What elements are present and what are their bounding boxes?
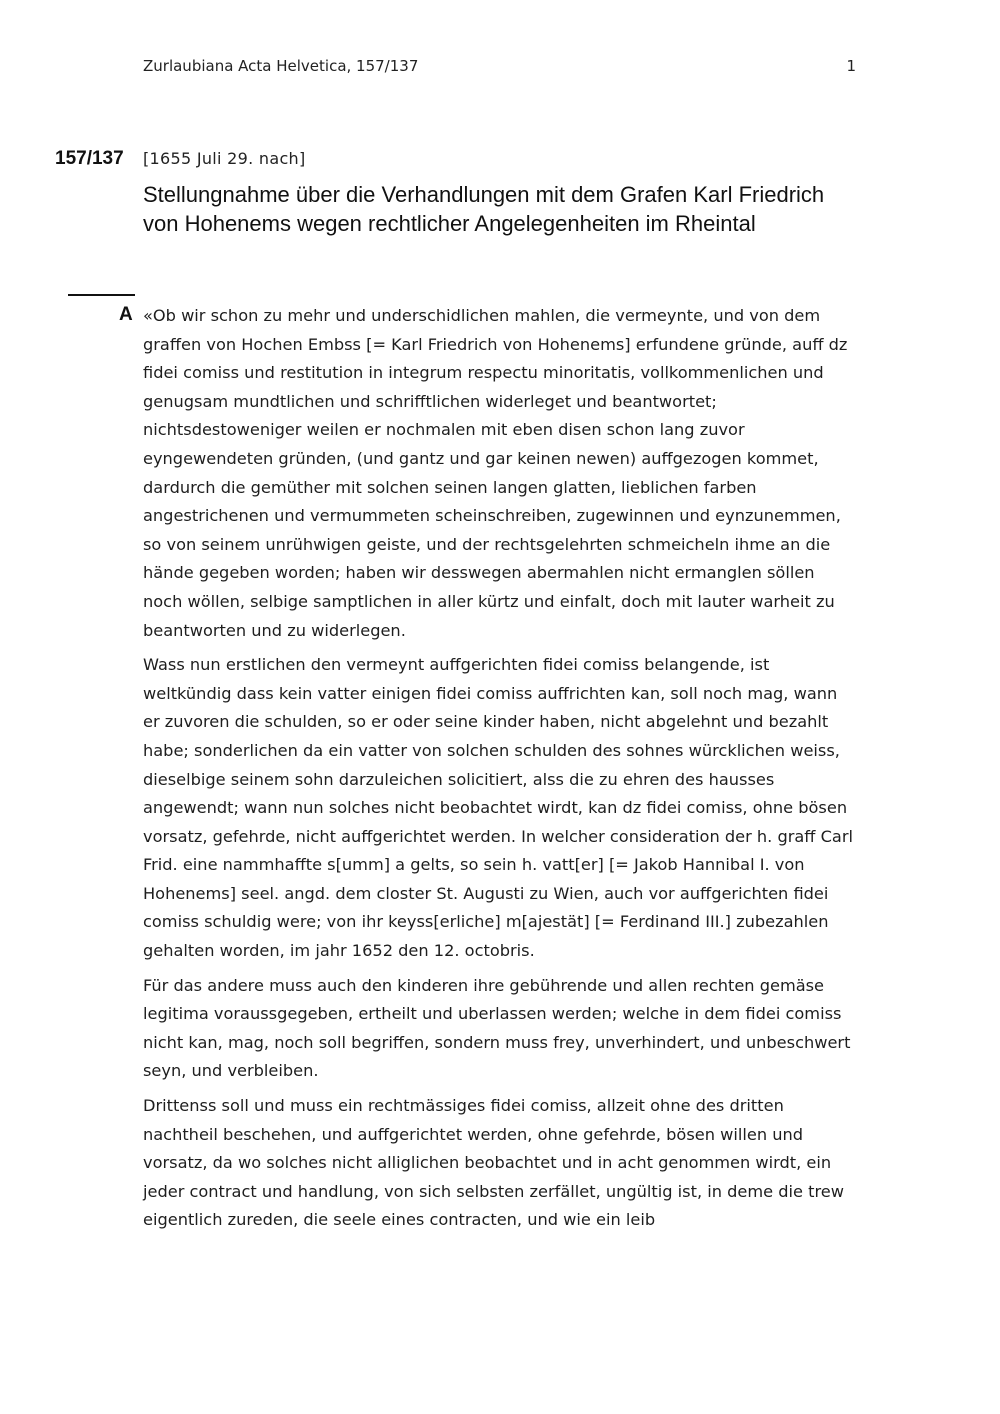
body-paragraph-4: Drittenss soll und muss ein rechtmässiges fidei comiss, allzeit ohne des dritten nachtheil beschehen, und auffgerichtet werden, ohne gefehrde, bösen willen und vorsatz, da wo solches nicht alliglichen beobachtet und in acht genommen wirdt, ein jeder contract und handlung, von sich selbsten zerfället, ungültig ist, in deme die trew eigentlich zureden, die seele eines contracten, und wie ein leib [143, 1096, 844, 1230]
section-divider [68, 294, 135, 296]
document-body [143, 302, 855, 1241]
running-title: Zurlaubiana Acta Helvetica, 157/137 [143, 57, 419, 75]
entry-date: [1655 Juli 29. nach] [143, 149, 306, 168]
entry-title: Stellungnahme über die Verhandlungen mit dem Grafen Karl Friedrich von Hohenems wegen rechtlicher Angelegenheiten im Rheintal [143, 182, 825, 236]
body-paragraph-3: Für das andere muss auch den kinderen ihre gebührende und allen rechten gemäse legitima voraussgegeben, ertheilt und uberlassen werden; welche in dem fidei comiss nicht kan, mag, noch soll begriffen, sondern muss frey, unverhindert, und unbeschwert seyn, und verbleiben. [143, 975, 851, 1081]
running-header [143, 57, 856, 81]
section-label: A [119, 304, 133, 325]
body-paragraph-2: Wass nun erstlichen den vermeynt auffgerichten fidei comiss belangende, ist weltkündig dass kein vatter einigen fidei comiss auffrichten kan, soll noch mag, wann er zuvoren die schulden, so er oder seine kinder haben, nicht abgelehnt und bezahlt habe; sonderlichen da ein vatter von solchen schulden des sohnes würcklichen weiss, dieselbige seinem sohn darzuleichen solicitiert, alss die zu ehren des hausses angewendt; wann nun solches nicht beobachtet wirdt, kan dz fidei comiss, ohne bösen vorsatz, gefehrde, nicht auffgerichtet werden. In welcher consideration der h. graff Carl Frid. eine nammhaffte s[umm] a gelts, so sein h. vatt[er] [= Jakob Hannibal I. von Hohenems] seel. angd. dem closter St. Augusti zu Wien, auch vor auffgerichten fidei comiss schuldig were; von ihr keyss[erliche] m[ajestät] [= Ferdinand III.] zubezahlen gehalten worden, im jahr 1652 den 12. octobris. [143, 655, 853, 961]
body-paragraph-1: «Ob wir schon zu mehr und underschidlichen mahlen, die vermeynte, und von dem graffen von Hochen Embss [= Karl Friedrich von Hohenems] erfundene gründe, auff dz fidei comiss und restitution in integrum respectu minoritatis, vollkommenlichen und genugsam mundtlichen und schrifftlichen widerleget und beantwortet; nichtsdestoweniger weilen er nochmalen mit eben disen schon lang zuvor eyngewendeten gründen, (und gantz und gar keinen newen) auffgezogen kommet, dardurch die gemüther mit solchen seinen langen glatten, lieblichen farben angestrichenen und vermummeten scheinschreiben, zugewinnen und eynzunemmen, so von seinem unrühwigen geiste, und der rechtsgelehrten schmeicheln ihme an die hände gegeben worden; haben wir desswegen abermahlen nicht ermanglen söllen noch wöllen, selbige samptlichen in aller kürtz und einfalt, doch mit lauter warheit zu beantworten und zu widerlegen. [143, 306, 848, 640]
entry-number: 157/137 [55, 148, 124, 169]
page-number: 1 [846, 57, 856, 75]
